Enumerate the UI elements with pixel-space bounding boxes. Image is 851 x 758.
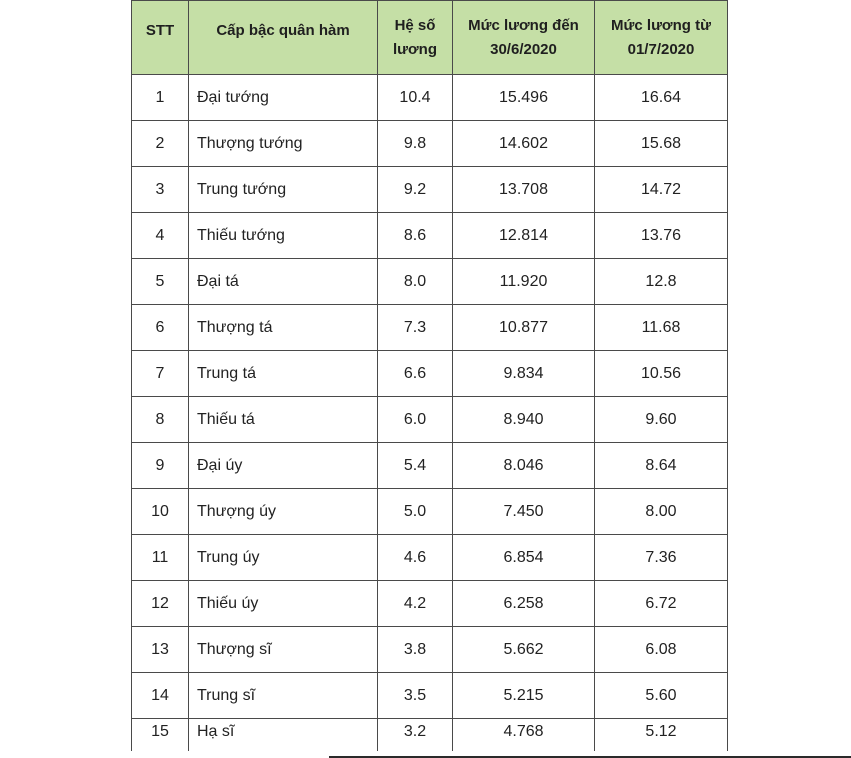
cell-coefficient: 4.2 xyxy=(378,581,453,627)
cell-coefficient: 3.5 xyxy=(378,673,453,719)
cell-old-salary: 10.877 xyxy=(453,305,595,351)
cell-old-salary: 14.602 xyxy=(453,121,595,167)
header-coefficient-line1: Hệ số xyxy=(394,16,436,34)
header-coefficient xyxy=(378,1,453,75)
table-body xyxy=(132,75,728,752)
table-row xyxy=(132,443,728,489)
cell-new-salary: 8.64 xyxy=(595,443,728,489)
header-rank: Cấp bậc quân hàm xyxy=(189,1,378,75)
cell-stt: 9 xyxy=(132,443,189,489)
table-row xyxy=(132,305,728,351)
cell-new-salary: 13.76 xyxy=(595,213,728,259)
cell-new-salary: 5.12 xyxy=(595,719,728,752)
cell-rank: Hạ sĩ xyxy=(189,719,378,752)
cell-stt: 5 xyxy=(132,259,189,305)
cell-new-salary: 6.72 xyxy=(595,581,728,627)
header-new-salary xyxy=(595,1,728,75)
cell-new-salary: 6.08 xyxy=(595,627,728,673)
table-header xyxy=(132,1,728,75)
cell-old-salary: 9.834 xyxy=(453,351,595,397)
cell-new-salary: 10.56 xyxy=(595,351,728,397)
table-row xyxy=(132,121,728,167)
cell-new-salary: 15.68 xyxy=(595,121,728,167)
cell-coefficient: 3.2 xyxy=(378,719,453,752)
cell-new-salary: 12.8 xyxy=(595,259,728,305)
cell-old-salary: 5.662 xyxy=(453,627,595,673)
cell-stt: 10 xyxy=(132,489,189,535)
cell-stt: 14 xyxy=(132,673,189,719)
header-old-salary xyxy=(453,1,595,75)
cell-old-salary: 7.450 xyxy=(453,489,595,535)
cell-old-salary: 4.768 xyxy=(453,719,595,752)
table-row xyxy=(132,581,728,627)
table-row xyxy=(132,673,728,719)
cell-old-salary: 12.814 xyxy=(453,213,595,259)
cell-stt: 3 xyxy=(132,167,189,213)
cell-coefficient: 9.2 xyxy=(378,167,453,213)
cell-stt: 13 xyxy=(132,627,189,673)
cell-coefficient: 7.3 xyxy=(378,305,453,351)
cell-coefficient: 5.0 xyxy=(378,489,453,535)
cell-old-salary: 6.258 xyxy=(453,581,595,627)
cell-stt: 7 xyxy=(132,351,189,397)
cell-old-salary: 8.940 xyxy=(453,397,595,443)
cell-old-salary: 6.854 xyxy=(453,535,595,581)
header-coefficient-line2: lương xyxy=(392,40,438,58)
header-new-salary-line1: Mức lương từ xyxy=(611,16,711,34)
table-row xyxy=(132,489,728,535)
cell-stt: 6 xyxy=(132,305,189,351)
table-row xyxy=(132,535,728,581)
cell-rank: Đại úy xyxy=(189,443,378,489)
cell-old-salary: 5.215 xyxy=(453,673,595,719)
header-new-salary-line2: 01/7/2020 xyxy=(627,40,695,58)
cell-rank: Thượng tá xyxy=(189,305,378,351)
table-row xyxy=(132,627,728,673)
cell-stt: 15 xyxy=(132,719,189,752)
cell-stt: 12 xyxy=(132,581,189,627)
cell-rank: Thiếu úy xyxy=(189,581,378,627)
cell-rank: Thiếu tướng xyxy=(189,213,378,259)
cell-new-salary: 9.60 xyxy=(595,397,728,443)
cell-rank: Thượng tướng xyxy=(189,121,378,167)
cell-coefficient: 6.6 xyxy=(378,351,453,397)
cell-coefficient: 8.0 xyxy=(378,259,453,305)
cell-coefficient: 4.6 xyxy=(378,535,453,581)
header-row xyxy=(132,1,728,75)
cell-stt: 11 xyxy=(132,535,189,581)
cell-new-salary: 16.64 xyxy=(595,75,728,121)
cell-new-salary: 7.36 xyxy=(595,535,728,581)
cell-rank: Đại tá xyxy=(189,259,378,305)
salary-table xyxy=(131,0,728,751)
cell-new-salary: 8.00 xyxy=(595,489,728,535)
cell-old-salary: 13.708 xyxy=(453,167,595,213)
cell-old-salary: 11.920 xyxy=(453,259,595,305)
table-row xyxy=(132,351,728,397)
cell-old-salary: 8.046 xyxy=(453,443,595,489)
header-old-salary-line1: Mức lương đến xyxy=(468,16,579,34)
cell-stt: 2 xyxy=(132,121,189,167)
cell-rank: Thượng sĩ xyxy=(189,627,378,673)
cell-rank: Trung úy xyxy=(189,535,378,581)
table-row xyxy=(132,259,728,305)
cell-coefficient: 9.8 xyxy=(378,121,453,167)
cell-stt: 4 xyxy=(132,213,189,259)
cell-stt: 1 xyxy=(132,75,189,121)
cell-coefficient: 8.6 xyxy=(378,213,453,259)
cell-new-salary: 5.60 xyxy=(595,673,728,719)
table-row xyxy=(132,213,728,259)
cell-rank: Trung tướng xyxy=(189,167,378,213)
cell-coefficient: 10.4 xyxy=(378,75,453,121)
cell-stt: 8 xyxy=(132,397,189,443)
header-old-salary-line2: 30/6/2020 xyxy=(490,40,557,58)
header-stt: STT xyxy=(132,1,189,75)
table-row xyxy=(132,167,728,213)
cell-coefficient: 3.8 xyxy=(378,627,453,673)
cell-old-salary: 15.496 xyxy=(453,75,595,121)
cell-rank: Trung sĩ xyxy=(189,673,378,719)
table-row xyxy=(132,397,728,443)
cell-rank: Đại tướng xyxy=(189,75,378,121)
cell-rank: Trung tá xyxy=(189,351,378,397)
cell-rank: Thượng úy xyxy=(189,489,378,535)
cell-coefficient: 5.4 xyxy=(378,443,453,489)
cell-rank: Thiếu tá xyxy=(189,397,378,443)
cell-new-salary: 14.72 xyxy=(595,167,728,213)
cell-new-salary: 11.68 xyxy=(595,305,728,351)
cell-coefficient: 6.0 xyxy=(378,397,453,443)
table-row xyxy=(132,719,728,752)
table-row xyxy=(132,75,728,121)
